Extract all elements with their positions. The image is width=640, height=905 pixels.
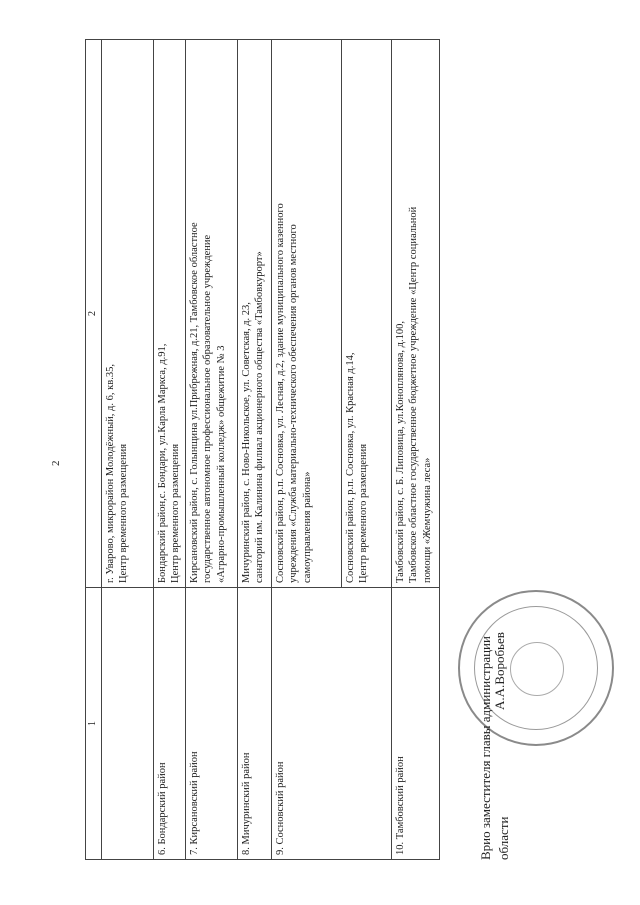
address-line: самоуправления района» [301,471,313,583]
address-line: Центр временного размещения [358,443,370,583]
address-line: Центр временного размещения [118,443,130,583]
table-row [391,40,439,860]
address-line: помощи «Жемчужина леса» [421,457,433,583]
table-row [153,40,185,860]
district-cell: 10. Тамбовский район [391,588,439,860]
district-cell: 7. Кирсановский район [185,588,237,860]
address-cell [341,40,391,588]
address-cell [153,40,185,588]
address-line: г. Уварово, микрорайон Молодёжный, д. 6, кв.35, [104,364,116,583]
signatory-title-cont: области [496,816,511,860]
page-number: 2 [50,460,62,466]
address-line: Бондарский район,с. Бондари, ул.Карла Маркса, д.91, [156,343,168,583]
signatory-name: А.А.Воробьев [492,632,507,710]
address-cell [391,40,439,588]
address-line: Мичуринский район, с. Ново-Никольское, ул. Советская, д. 23, [240,302,252,583]
address-line: «Аграрно-промышленный колледж» общежитие № 3 [215,345,227,583]
shelter-table [85,40,435,860]
address-line: Сосновский район, р.п. Сосновка, ул. Красная д.14, [344,352,356,583]
signature-block [478,550,628,860]
district-cell: 9. Сосновский район [271,588,391,860]
address-line: государственное автономное профессиональное образовательное учреждение [202,234,214,583]
table-row [271,40,341,860]
address-line: санаторий им. Калинина филиал акционерного общества «Тамбовкурорт» [254,251,266,583]
table-row [237,40,271,860]
address-line: Тамбовский район, с. Б. Липовица, ул.Коноплянова, д.100, [394,320,406,583]
table-row [185,40,237,860]
table-header-row [86,40,102,860]
address-cell [271,40,341,588]
address-line: Тамбовское областное государственное бюджетное учреждение «Центр социальной [408,206,420,583]
table-row [101,40,153,860]
signatory-title: Врио заместителя главы администрации [478,636,493,860]
address-line: Сосновский район, р.п. Сосновка, ул. Лесная, д.2, здание муниципального казенного [274,203,286,583]
address-line: учреждения «Служба материально-технического обеспечения органов местного [288,224,300,583]
address-cell [185,40,237,588]
address-line: Центр временного размещения [170,443,182,583]
district-cell: 6. Бондарский район [153,588,185,860]
district-cell: 8. Мичуринский район [237,588,271,860]
address-line: Кирсановский район, с. Голынщина ул.Прибрежная, д.21, Тамбовское областное [188,222,200,583]
address-cell [237,40,271,588]
header-col-1: 1 [86,588,102,860]
address-cell [101,40,153,588]
header-col-2: 2 [86,40,102,588]
district-cell [101,588,153,860]
